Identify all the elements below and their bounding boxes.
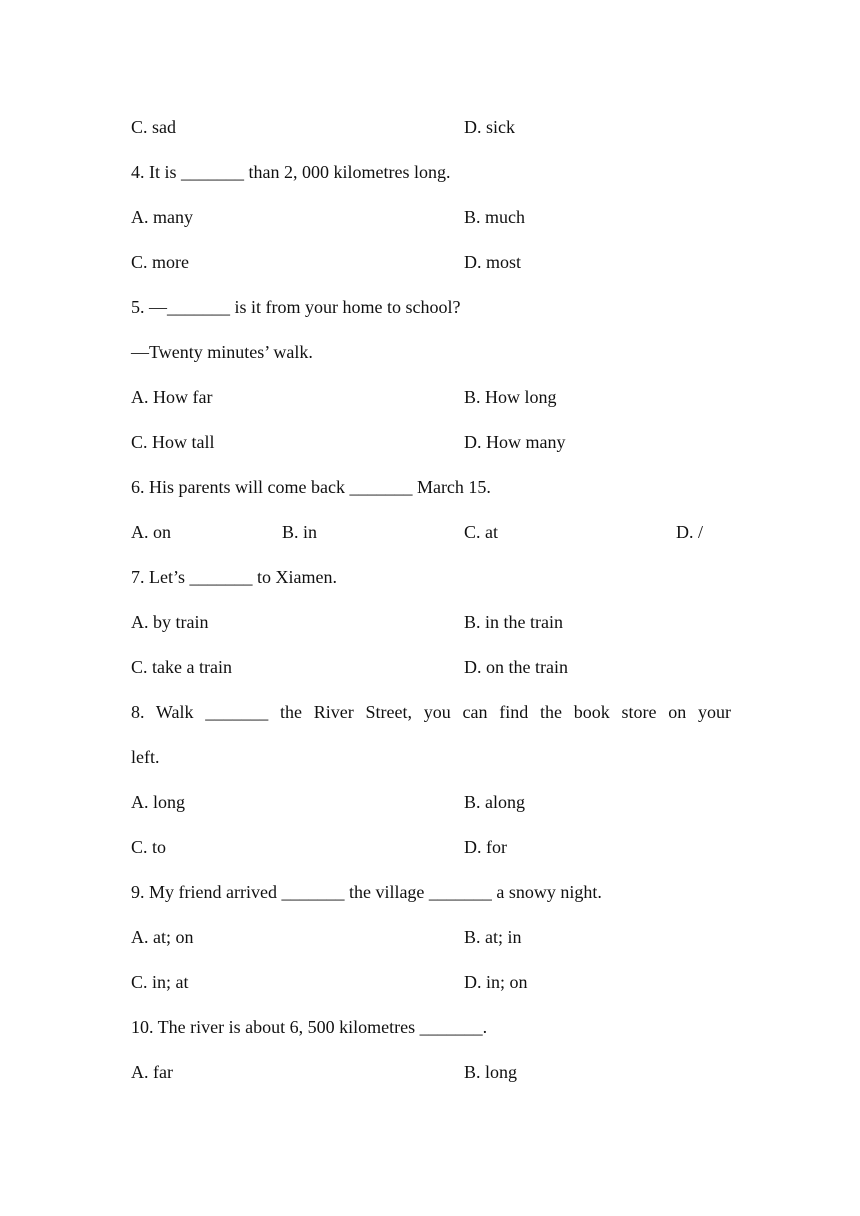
option-d: D. in; on: [464, 972, 528, 992]
option-d: D. How many: [464, 432, 566, 452]
option-a: A. by train: [131, 612, 209, 632]
option-c: C. How tall: [131, 432, 215, 452]
option-a: A. on: [131, 522, 171, 542]
option-a: A. many: [131, 207, 193, 227]
question-5-reply: —Twenty minutes’ walk.: [131, 342, 313, 362]
option-c: C. take a train: [131, 657, 232, 677]
option-c: C. sad: [131, 117, 176, 137]
question-6: 6. His parents will come back _______ March 15.: [131, 477, 491, 497]
option-row-four: [131, 520, 731, 544]
option-a: A. far: [131, 1062, 173, 1082]
option-b: B. along: [464, 792, 525, 812]
question-8-continued: left.: [131, 747, 160, 767]
option-d: D. for: [464, 837, 507, 857]
option-b: B. at; in: [464, 927, 522, 947]
option-b: B. in the train: [464, 612, 563, 632]
question-9: 9. My friend arrived _______ the village _______ a snowy night.: [131, 882, 602, 902]
option-b: B. in: [282, 522, 318, 542]
option-a: A. How far: [131, 387, 213, 407]
option-a: A. long: [131, 792, 185, 812]
option-a: A. at; on: [131, 927, 194, 947]
question-4: 4. It is _______ than 2, 000 kilometres long.: [131, 162, 451, 182]
option-b: B. long: [464, 1062, 518, 1082]
question-10: 10. The river is about 6, 500 kilometres _______.: [131, 1017, 488, 1037]
option-d: D. on the train: [464, 657, 568, 677]
option-c: C. more: [131, 252, 189, 272]
question-8: 8. Walk _______ the River Street, you can find the book store on your: [131, 702, 731, 722]
question-5: 5. —_______ is it from your home to school?: [131, 297, 461, 317]
option-c: C. at: [464, 522, 498, 542]
question-7: 7. Let’s _______ to Xiamen.: [131, 567, 337, 587]
option-c: C. to: [131, 837, 167, 857]
option-b: B. much: [464, 207, 525, 227]
option-d: D. sick: [464, 117, 515, 137]
option-c: C. in; at: [131, 972, 189, 992]
option-d: D. most: [464, 252, 522, 272]
option-b: B. How long: [464, 387, 557, 407]
option-d: D. /: [676, 522, 703, 542]
